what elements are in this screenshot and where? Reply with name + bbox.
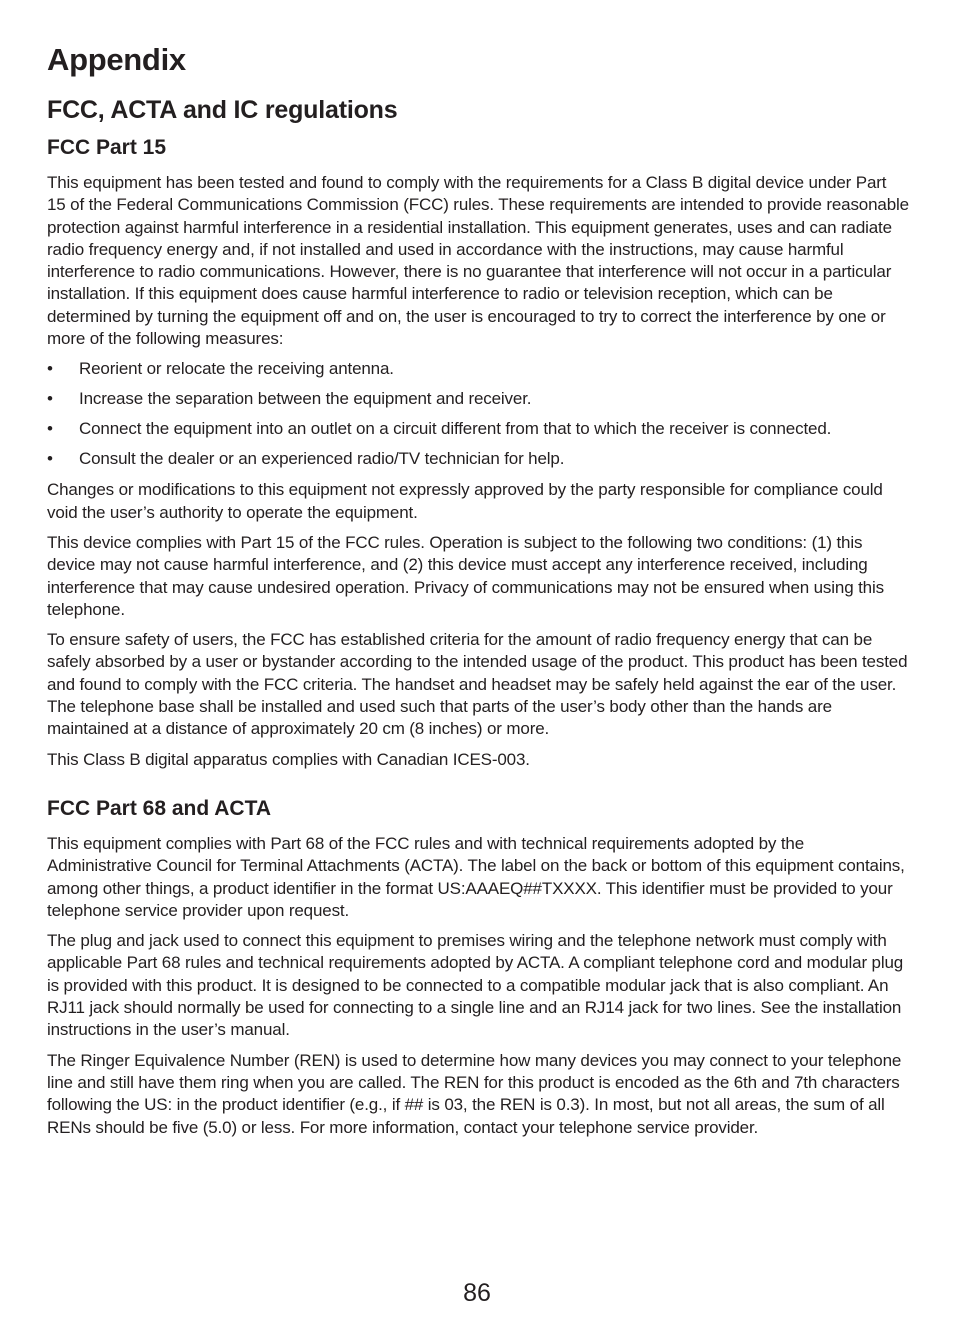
bullet-icon: • xyxy=(47,389,53,409)
list-item xyxy=(47,448,909,470)
measures-list xyxy=(47,358,909,470)
part15-paragraph: This Class B digital apparatus complies with Canadian ICES-003. xyxy=(47,749,530,769)
bullet-icon: • xyxy=(47,419,53,439)
list-item xyxy=(47,418,909,440)
part68-paragraph: The plug and jack used to connect this equipment to premises wiring and the telephone network must comply with applicable Part 68 rules and technical requirements adopted by ACTA. A compliant telephone cord and modular plug is provided with this product. It is designed to be connected to a compatible modular jack that is also compliant. An RJ11 jack should normally be used for connecting to a single line and an RJ14 jack for two lines. See the installation instructions in the user’s manual. xyxy=(47,931,904,1040)
part15-paragraph: This device complies with Part 15 of the FCC rules. Operation is subject to the following two conditions: (1) this device may not cause harmful interference, and (2) this device must accept any interference received, including interference that may cause undesired operation. Privacy of communications may not be ensured when using this telephone. xyxy=(47,532,884,619)
section-title: FCC, ACTA and IC regulations xyxy=(47,96,398,124)
part68-paragraph: The Ringer Equivalence Number (REN) is used to determine how many devices you may connect to your telephone line and still have them ring when you are called. The REN for this product is encoded as the 6th and 7th characters following the US: in the product identifier (e.g., if ## is 03, the REN is 0.3). In most, but not all areas, the sum of all RENs should be five (5.0) or less. For more information, contact your telephone service provider. xyxy=(47,1050,902,1137)
list-item-text: Reorient or relocate the receiving antenna. xyxy=(79,359,394,379)
page-number: 86 xyxy=(463,1279,491,1307)
list-item xyxy=(47,358,909,380)
list-item-text: Consult the dealer or an experienced radio/TV technician for help. xyxy=(79,449,565,469)
bullet-icon: • xyxy=(47,359,53,379)
list-item-text: Increase the separation between the equipment and receiver. xyxy=(79,389,532,409)
page-heading: Appendix xyxy=(47,42,186,77)
list-item-text: Connect the equipment into an outlet on a circuit different from that to which the receiver is connected. xyxy=(79,419,832,439)
part68-title: FCC Part 68 and ACTA xyxy=(47,796,272,820)
part15-intro-paragraph: This equipment has been tested and found to comply with the requirements for a Class B digital device under Part 15 of the Federal Communications Commission (FCC) rules. These requirements are intended to provide reasonable protection against harmful interference in a residential installation. This equipment generates, uses and can radiate radio frequency energy and, if not installed and used in accordance with the instructions, may cause harmful interference to radio communications. However, there is no guarantee that interference will not occur in a particular installation. If this equipment does cause harmful interference to radio or television reception, which can be determined by turning the equipment off and on, the user is encouraged to try to correct the interference by one or more of the following measures: xyxy=(47,173,909,349)
part15-title: FCC Part 15 xyxy=(47,136,167,159)
list-item xyxy=(47,388,909,410)
part15-paragraph: Changes or modifications to this equipment not expressly approved by the party responsible for compliance could void the user’s authority to operate the equipment. xyxy=(47,480,883,522)
part15-paragraph: To ensure safety of users, the FCC has established criteria for the amount of radio frequency energy that can be safely absorbed by a user or bystander according to the intended usage of the product. This product has been tested and found to comply with the FCC criteria. The handset and headset may be safely held against the ear of the user. The telephone base shall be installed and used such that parts of the user’s body other than the hands are maintained at a distance of approximately 20 cm (8 inches) or more. xyxy=(47,630,908,739)
document-page xyxy=(47,38,909,1147)
bullet-icon: • xyxy=(47,449,53,469)
part68-paragraph: This equipment complies with Part 68 of the FCC rules and with technical requirements adopted by the Administrative Council for Terminal Attachments (ACTA). The label on the back or bottom of this equipment contains, among other things, a product identifier in the format US:AAAEQ##TXXXX. This identifier must be provided to your telephone service provider upon request. xyxy=(47,833,905,920)
